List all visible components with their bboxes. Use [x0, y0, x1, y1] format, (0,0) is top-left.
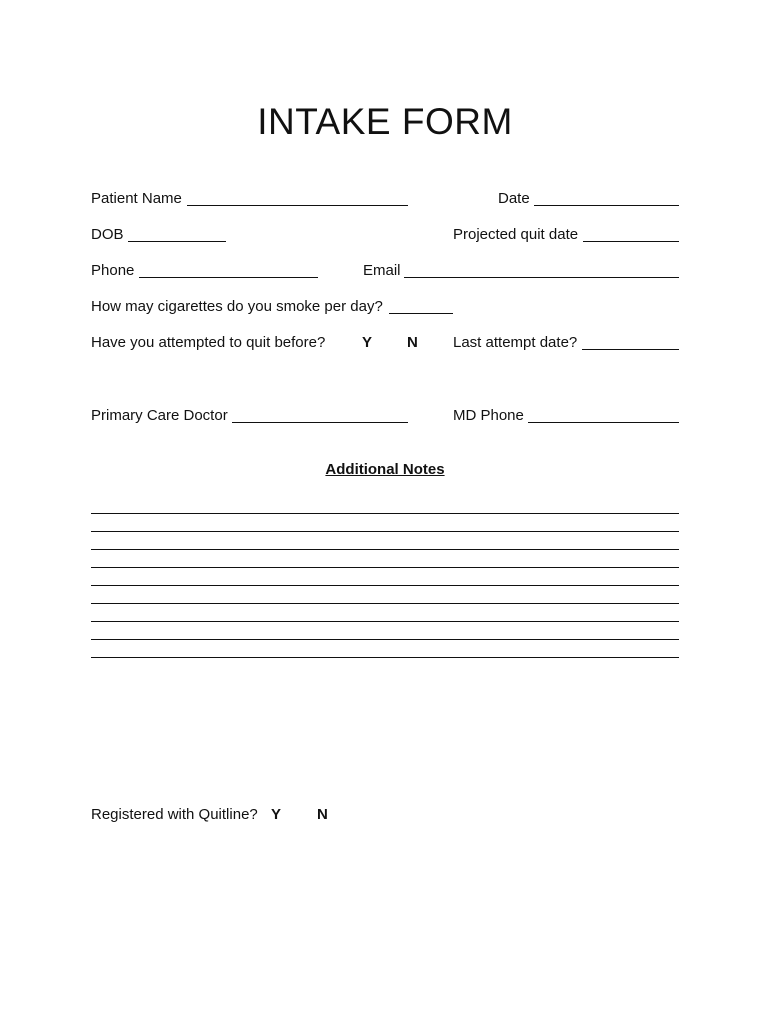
notes-line[interactable]: [91, 641, 679, 658]
phone-label: Phone: [91, 262, 135, 279]
primary-care-doctor-field[interactable]: [232, 406, 408, 423]
dob-field[interactable]: [128, 225, 226, 242]
notes-line[interactable]: [91, 605, 679, 622]
notes-line[interactable]: [91, 497, 679, 514]
attempted-quit-no-option[interactable]: N: [407, 334, 418, 351]
last-attempt-date-label: Last attempt date?: [453, 334, 578, 351]
additional-notes-heading: Additional Notes: [325, 461, 445, 478]
dob-label: DOB: [91, 226, 124, 243]
notes-line[interactable]: [91, 533, 679, 550]
patient-name-field[interactable]: [187, 189, 408, 206]
attempted-quit-label: Have you attempted to quit before?: [91, 334, 326, 351]
notes-line[interactable]: [91, 515, 679, 532]
primary-care-doctor-label: Primary Care Doctor: [91, 407, 228, 424]
quitline-yes-option[interactable]: Y: [271, 806, 282, 823]
quitline-no-option[interactable]: N: [317, 806, 328, 823]
email-label: Email: [363, 262, 401, 279]
cigarettes-per-day-field[interactable]: [389, 297, 453, 314]
attempted-quit-yes-option[interactable]: Y: [362, 334, 373, 351]
phone-field[interactable]: [139, 261, 318, 278]
notes-line[interactable]: [91, 551, 679, 568]
projected-quit-date-field[interactable]: [583, 225, 679, 242]
patient-name-label: Patient Name: [91, 190, 182, 207]
notes-line[interactable]: [91, 569, 679, 586]
md-phone-label: MD Phone: [453, 407, 524, 424]
form-title: INTAKE FORM: [257, 101, 513, 142]
quitline-label: Registered with Quitline?: [91, 806, 258, 823]
date-field[interactable]: [534, 189, 679, 206]
last-attempt-date-field[interactable]: [582, 333, 679, 350]
notes-line[interactable]: [91, 587, 679, 604]
projected-quit-date-label: Projected quit date: [453, 226, 579, 243]
email-field[interactable]: [404, 261, 679, 278]
date-label: Date: [498, 190, 530, 207]
notes-line[interactable]: [91, 623, 679, 640]
cigarettes-per-day-label: How may cigarettes do you smoke per day?: [91, 298, 383, 315]
md-phone-field[interactable]: [528, 406, 679, 423]
